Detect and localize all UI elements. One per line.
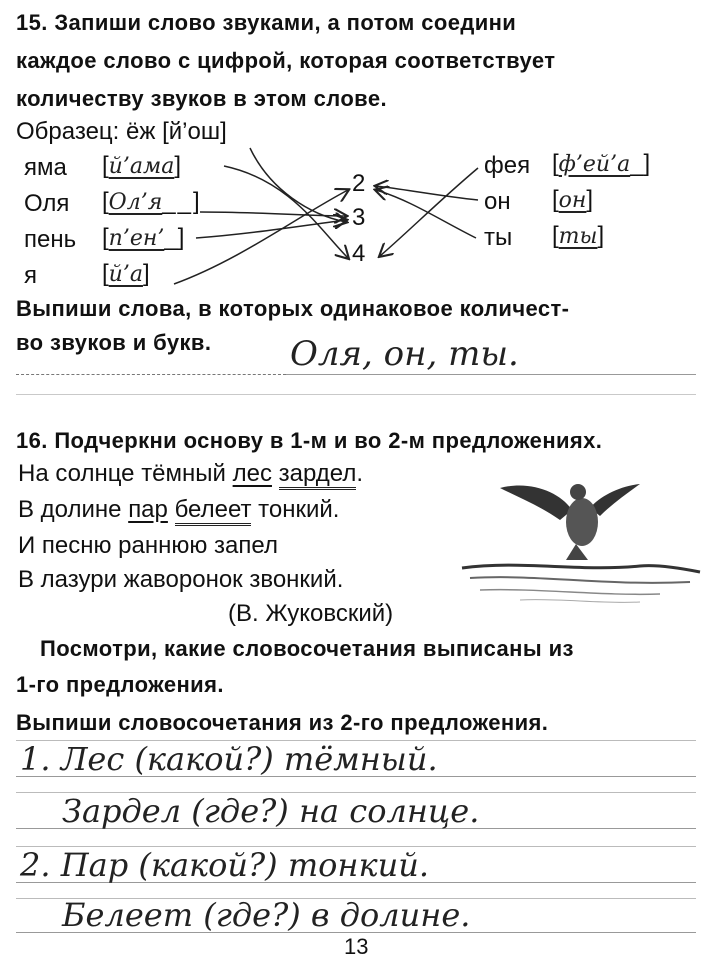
- exercise-15-answer: Оля, он, ты.: [290, 334, 519, 374]
- exercise-15-task2-line2: во звуков и букв.: [16, 330, 212, 355]
- exercise-15-sample: Образец: ёж [й’ош]: [16, 118, 227, 145]
- answer-line-3: 2. Пар (какой?) тонкий.: [20, 846, 429, 884]
- poem-predicate-2: белеет: [175, 496, 252, 526]
- poem-predicate-1: зардел: [279, 460, 357, 490]
- right-word-feya: фея: [484, 152, 531, 179]
- answer-line-4: Белеет (где?) в долине.: [62, 896, 471, 934]
- look-task-line2: 1-го предложения.: [16, 672, 224, 697]
- exercise-15-task-line2: каждое слово с цифрой, которая соответствует: [16, 48, 556, 73]
- exercise-15-task-text: Запиши слово звуками, а потом соедини: [54, 10, 517, 35]
- answer-line-15-right: [286, 374, 696, 375]
- poem-line-1: На солнце тёмный лес зардел.: [18, 460, 363, 488]
- number-2: 2: [352, 170, 366, 197]
- arrow-feya-to-4: [380, 168, 478, 256]
- transcription-olya: Ол’я: [108, 190, 163, 215]
- exercise-15-task2-line1: Выпиши слова, в которых одинаковое количест-: [16, 296, 570, 321]
- transcription-ya: й’а: [108, 262, 143, 287]
- left-word-ya: я: [24, 262, 37, 289]
- poem-line-3: И песню раннюю запел: [18, 532, 278, 559]
- transcription-box-yama: [й’ама]: [102, 152, 181, 179]
- transcription-ty: ты: [558, 224, 598, 249]
- page-number: 13: [344, 934, 369, 959]
- transcription-box-on: [он]: [552, 186, 594, 213]
- left-word-yama: яма: [24, 154, 67, 181]
- arrow-on-to-2: [376, 186, 478, 200]
- write-task: Выпиши словосочетания из 2-го предложения.: [16, 710, 549, 735]
- number-3: 3: [352, 204, 366, 231]
- transcription-box-ty: [ты]: [552, 222, 605, 249]
- exercise-16-task-text: Подчеркни основу в 1-м и во 2-м предложениях.: [54, 428, 603, 453]
- right-word-on: он: [484, 188, 511, 215]
- exercise-16-task: [16, 428, 602, 454]
- look-task-line1: Посмотри, какие словосочетания выписаны из: [40, 636, 574, 661]
- answer-line-2: Зардел (где?) на солнце.: [62, 792, 480, 830]
- exercise-15-task-line3: количеству звуков в этом слове.: [16, 86, 387, 111]
- answer-line-15-extra: [16, 394, 696, 395]
- poem-line-4: В лазури жаворонок звонкий.: [18, 566, 344, 593]
- poem-subject-2: пар: [128, 496, 168, 523]
- poem-author: (В. Жуковский): [228, 600, 394, 627]
- exercise-16-number: 16.: [16, 428, 48, 453]
- left-word-olya: Оля: [24, 190, 70, 217]
- transcription-box-feya: [ф’ей’а_]: [552, 150, 651, 177]
- transcription-box-olya: [Ол’я__]: [102, 188, 200, 215]
- transcription-box-ya: [й’а]: [102, 260, 150, 287]
- answer-line-15-left: [16, 374, 286, 375]
- transcription-on: он: [558, 188, 587, 213]
- transcription-box-pen: [п’ен’_]: [102, 224, 185, 251]
- transcription-pen: п’ен’: [108, 226, 165, 251]
- transcription-feya: ф’ей’а: [558, 152, 631, 177]
- poem-subject-1: лес: [232, 460, 272, 487]
- left-word-pen: пень: [24, 226, 77, 253]
- exercise-15-number: 15.: [16, 10, 48, 35]
- matching-arrows: [0, 0, 715, 300]
- right-word-ty: ты: [484, 224, 513, 251]
- answer-line-1: 1. Лес (какой?) тёмный.: [20, 740, 438, 778]
- poem-line-2: В долине пар белеет тонкий.: [18, 496, 339, 524]
- number-4: 4: [352, 240, 366, 267]
- transcription-yama: й’ама: [108, 154, 175, 179]
- arrow-sample-to-3: [250, 148, 346, 222]
